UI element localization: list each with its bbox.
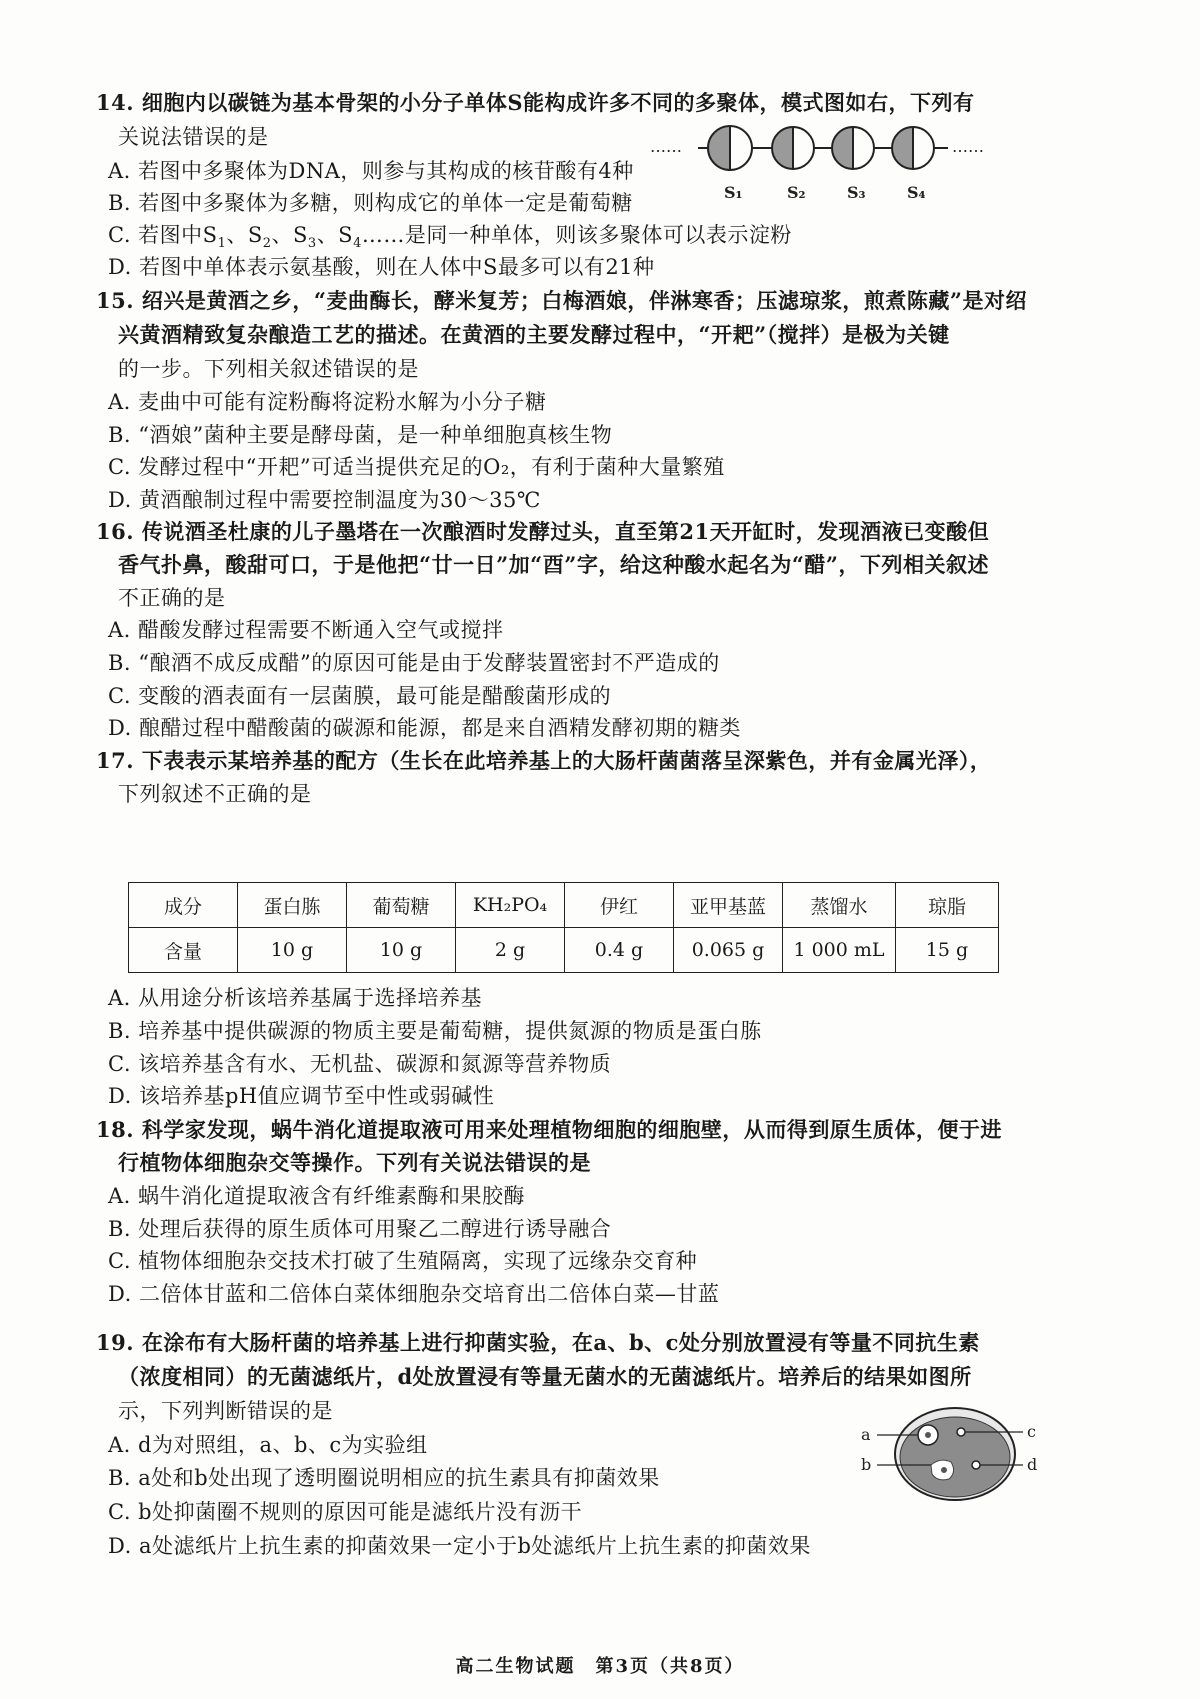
q15-stem-line1: 15. 绍兴是黄酒之乡，“麦曲酶长，酵米复芳；白梅酒娘，伴淋寒香；压滤琼浆，煎煮陈藏”是对绍 bbox=[96, 288, 1028, 313]
q15-option-c: C. 发酵过程中“开耙”可适当提供充足的O₂，有利于菌种大量繁殖 bbox=[108, 455, 725, 479]
row-head-components: 成分 bbox=[129, 883, 238, 928]
q15-stem-line2: 兴黄酒精致复杂酿造工艺的描述。在黄酒的主要发酵过程中，“开耙”（搅拌）是极为关键 bbox=[118, 322, 950, 347]
q14-option-d: D. 若图中单体表示氨基酸，则在人体中S最多可以有21种 bbox=[108, 255, 655, 279]
q18-option-b: B. 处理后获得的原生质体可用聚乙二醇进行诱导融合 bbox=[108, 1217, 612, 1241]
label-s3: S₃ bbox=[847, 183, 866, 202]
monomer-s4 bbox=[892, 127, 934, 169]
q14-stem-line2: 关说法错误的是 bbox=[118, 125, 269, 149]
q16-stem-line2: 香气扑鼻，酸甜可口，于是他把“廿一日”加“酉”字，给这种酸水起名为“醋”，下列相关叙述 bbox=[118, 552, 989, 577]
label-s2: S₂ bbox=[787, 183, 806, 202]
monomer-s1 bbox=[708, 126, 752, 170]
q19-stem-line3: 示，下列判断错误的是 bbox=[118, 1399, 333, 1423]
q17-option-b: B. 培养基中提供碳源的物质主要是葡萄糖，提供氮源的物质是蛋白胨 bbox=[108, 1019, 762, 1043]
q18-stem-line1: 18. 科学家发现，蜗牛消化道提取液可用来处理植物细胞的细胞壁，从而得到原生质体，便于进 bbox=[96, 1117, 1002, 1142]
q18-option-c: C. 植物体细胞杂交技术打破了生殖隔离，实现了远缘杂交育种 bbox=[108, 1249, 698, 1273]
polymer-diagram bbox=[648, 118, 1008, 210]
component-cell: 蛋白胨 bbox=[238, 883, 347, 928]
amount-cell: 0.065 g bbox=[674, 928, 783, 973]
amount-cell: 0.4 g bbox=[565, 928, 674, 973]
polymer-dots-right: …… bbox=[952, 137, 984, 156]
q19-option-d: D. a处滤纸片上抗生素的抑菌效果一定小于b处滤纸片上抗生素的抑菌效果 bbox=[108, 1534, 811, 1558]
q18-option-d: D. 二倍体甘蓝和二倍体白菜体细胞杂交培育出二倍体白菜—甘蓝 bbox=[108, 1282, 720, 1306]
table-row-amounts bbox=[129, 928, 999, 973]
monomer-s2 bbox=[772, 127, 814, 169]
table-row-components bbox=[129, 883, 999, 928]
paper-disc-b bbox=[941, 1467, 947, 1473]
q17-option-d: D. 该培养基pH值应调节至中性或弱碱性 bbox=[108, 1084, 495, 1108]
monomer-s3 bbox=[832, 127, 874, 169]
label-a: a bbox=[861, 1425, 871, 1444]
label-b: b bbox=[861, 1455, 872, 1474]
q16-option-d: D. 酿醋过程中醋酸菌的碳源和能源，都是来自酒精发酵初期的糖类 bbox=[108, 716, 741, 740]
polymer-dots-left: …… bbox=[650, 137, 682, 156]
paper-disc-c bbox=[957, 1428, 965, 1436]
q14-option-c-suffix: ……是同一种单体，则该多聚体可以表示淀粉 bbox=[361, 223, 792, 247]
q15-option-b: B. “酒娘”菌种主要是酵母菌，是一种单细胞真核生物 bbox=[108, 423, 613, 447]
component-cell: 伊红 bbox=[565, 883, 674, 928]
amount-cell: 1 000 mL bbox=[783, 928, 896, 973]
q14-option-c: C. 若图中$S_1$、$S_2$、$S_3$、$S_4\dots\dots$是同一种单体，则该多聚体可以表示淀粉 bbox=[108, 223, 792, 252]
q15-stem-line3: 的一步。下列相关叙述错误的是 bbox=[118, 357, 419, 381]
q15-option-a: A. 麦曲中可能有淀粉酶将淀粉水解为小分子糖 bbox=[108, 390, 547, 414]
component-cell: 亚甲基蓝 bbox=[674, 883, 783, 928]
amount-cell: 15 g bbox=[896, 928, 999, 973]
q14-option-c-prefix: C. 若图中S bbox=[108, 223, 218, 247]
q18-stem-line2: 行植物体细胞杂交等操作。下列有关说法错误的是 bbox=[118, 1150, 591, 1175]
petri-dish-medium bbox=[900, 1417, 1010, 1497]
label-d: d bbox=[1027, 1455, 1038, 1474]
label-s4: S₄ bbox=[907, 183, 926, 202]
q16-option-a: A. 醋酸发酵过程需要不断通入空气或搅拌 bbox=[108, 618, 504, 642]
q18-option-a: A. 蜗牛消化道提取液含有纤维素酶和果胶酶 bbox=[108, 1184, 526, 1208]
q17-option-a: A. 从用途分析该培养基属于选择培养基 bbox=[108, 986, 483, 1010]
component-cell: 琼脂 bbox=[896, 883, 999, 928]
petri-dish-diagram bbox=[855, 1402, 1055, 1514]
row-head-amounts: 含量 bbox=[129, 928, 238, 973]
q15-option-d: D. 黄酒酿制过程中需要控制温度为30～35℃ bbox=[108, 488, 541, 512]
medium-recipe-table bbox=[128, 882, 999, 973]
q19-option-c: C. b处抑菌圈不规则的原因可能是滤纸片没有沥干 bbox=[108, 1500, 583, 1524]
q17-stem-line1: 17. 下表表示某培养基的配方（生长在此培养基上的大肠杆菌菌落呈深紫色，并有金属光泽）， bbox=[96, 748, 992, 773]
component-cell: 蒸馏水 bbox=[783, 883, 896, 928]
q19-option-a: A. d为对照组，a、b、c为实验组 bbox=[108, 1433, 428, 1457]
q14-option-b: B. 若图中多聚体为多糖，则构成它的单体一定是葡萄糖 bbox=[108, 191, 633, 215]
q16-option-b: B. “酿酒不成反成醋”的原因可能是由于发酵装置密封不严造成的 bbox=[108, 651, 720, 675]
q19-option-b: B. a处和b处出现了透明圈说明相应的抗生素具有抑菌效果 bbox=[108, 1466, 660, 1490]
q16-stem-line3: 不正确的是 bbox=[118, 586, 226, 610]
label-c: c bbox=[1027, 1422, 1036, 1441]
component-cell: 葡萄糖 bbox=[347, 883, 456, 928]
page-footer: 高二生物试题 第3页（共8页） bbox=[455, 1656, 745, 1677]
q19-stem-line1: 19. 在涂布有大肠杆菌的培养基上进行抑菌实验，在a、b、c处分别放置浸有等量不同抗生素 bbox=[96, 1330, 980, 1355]
q17-stem-line2: 下列叙述不正确的是 bbox=[118, 782, 312, 806]
amount-cell: 2 g bbox=[456, 928, 565, 973]
q19-stem-line2: （浓度相同）的无菌滤纸片，d处放置浸有等量无菌水的无菌滤纸片。培养后的结果如图所 bbox=[118, 1364, 972, 1389]
paper-disc-d bbox=[972, 1461, 980, 1469]
q14-stem-line1: 14. 细胞内以碳链为基本骨架的小分子单体S能构成许多不同的多聚体，模式图如右，下列有 bbox=[96, 90, 975, 115]
label-s1: S₁ bbox=[724, 183, 743, 202]
q16-stem-line1: 16. 传说酒圣杜康的儿子墨塔在一次酿酒时发酵过头，直至第21天开缸时，发现酒液已变酸但 bbox=[96, 519, 990, 544]
amount-cell: 10 g bbox=[238, 928, 347, 973]
q16-option-c: C. 变酸的酒表面有一层菌膜，最可能是醋酸菌形成的 bbox=[108, 684, 612, 708]
amount-cell: 10 g bbox=[347, 928, 456, 973]
q14-option-a: A. 若图中多聚体为DNA，则参与其构成的核苷酸有4种 bbox=[108, 159, 634, 183]
q17-option-c: C. 该培养基含有水、无机盐、碳源和氮源等营养物质 bbox=[108, 1052, 612, 1076]
component-cell: KH₂PO₄ bbox=[456, 883, 565, 928]
